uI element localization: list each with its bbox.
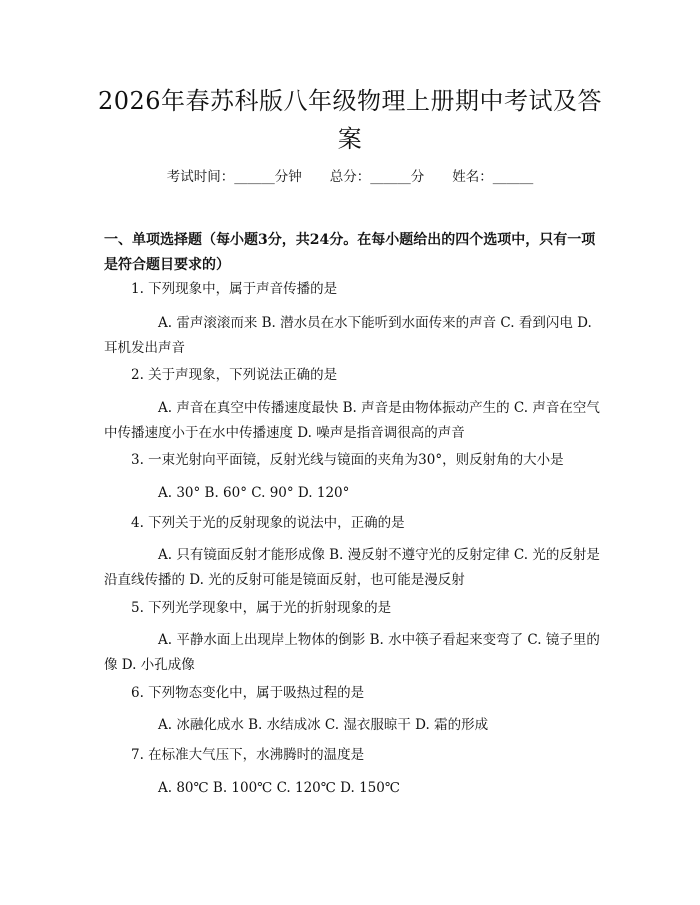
exam-info-line [0, 167, 700, 187]
question-stem: 4. 下列关于光的反射现象的说法中，正确的是 [131, 515, 405, 531]
question-options: A. 冰融化成水 B. 水结成冰 C. 湿衣服晾干 D. 霜的形成 [158, 717, 489, 733]
exam-time-field: 考试时间：______分钟 [166, 169, 302, 185]
document-title: 2026年春苏科版八年级物理上册期中考试及答案 [97, 87, 603, 153]
question-options: A. 雷声滚滚而来 B. 潜水员在水下能听到水面传来的声音 C. 看到闪电 D. 耳机发出声音 [104, 315, 592, 356]
student-name-field: 姓名：______ [452, 169, 534, 185]
question-options: A. 只有镜面反射才能形成像 B. 漫反射不遵守光的反射定律 C. 光的反射是沿直线传播的 D. 光的反射可能是镜面反射，也可能是漫反射 [104, 547, 600, 588]
question-options: A. 30° B. 60° C. 90° D. 120° [158, 485, 350, 501]
total-score-field: 总分：______分 [329, 169, 425, 185]
section-heading: 一、单项选择题（每小题3分，共24分。在每小题给出的四个选项中，只有一项是符合题目要求的） [104, 232, 596, 273]
question-stem: 3. 一束光射向平面镜，反射光线与镜面的夹角为30°，则反射角的大小是 [131, 452, 564, 468]
question-options: A. 80℃ B. 100℃ C. 120℃ D. 150℃ [158, 780, 400, 796]
question-stem: 1. 下列现象中，属于声音传播的是 [131, 281, 338, 297]
question-stem: 2. 关于声现象，下列说法正确的是 [131, 367, 338, 383]
question-stem: 7. 在标准大气压下，水沸腾时的温度是 [131, 747, 365, 763]
question-stem: 5. 下列光学现象中，属于光的折射现象的是 [131, 600, 392, 616]
question-stem: 6. 下列物态变化中，属于吸热过程的是 [131, 685, 365, 701]
question-options: A. 平静水面上出现岸上物体的倒影 B. 水中筷子看起来变弯了 C. 镜子里的像 D. 小孔成像 [104, 632, 600, 673]
question-options: A. 声音在真空中传播速度最快 B. 声音是由物体振动产生的 C. 声音在空气中传播速度小于在水中传播速度 D. 噪声是指音调很高的声音 [104, 400, 600, 441]
